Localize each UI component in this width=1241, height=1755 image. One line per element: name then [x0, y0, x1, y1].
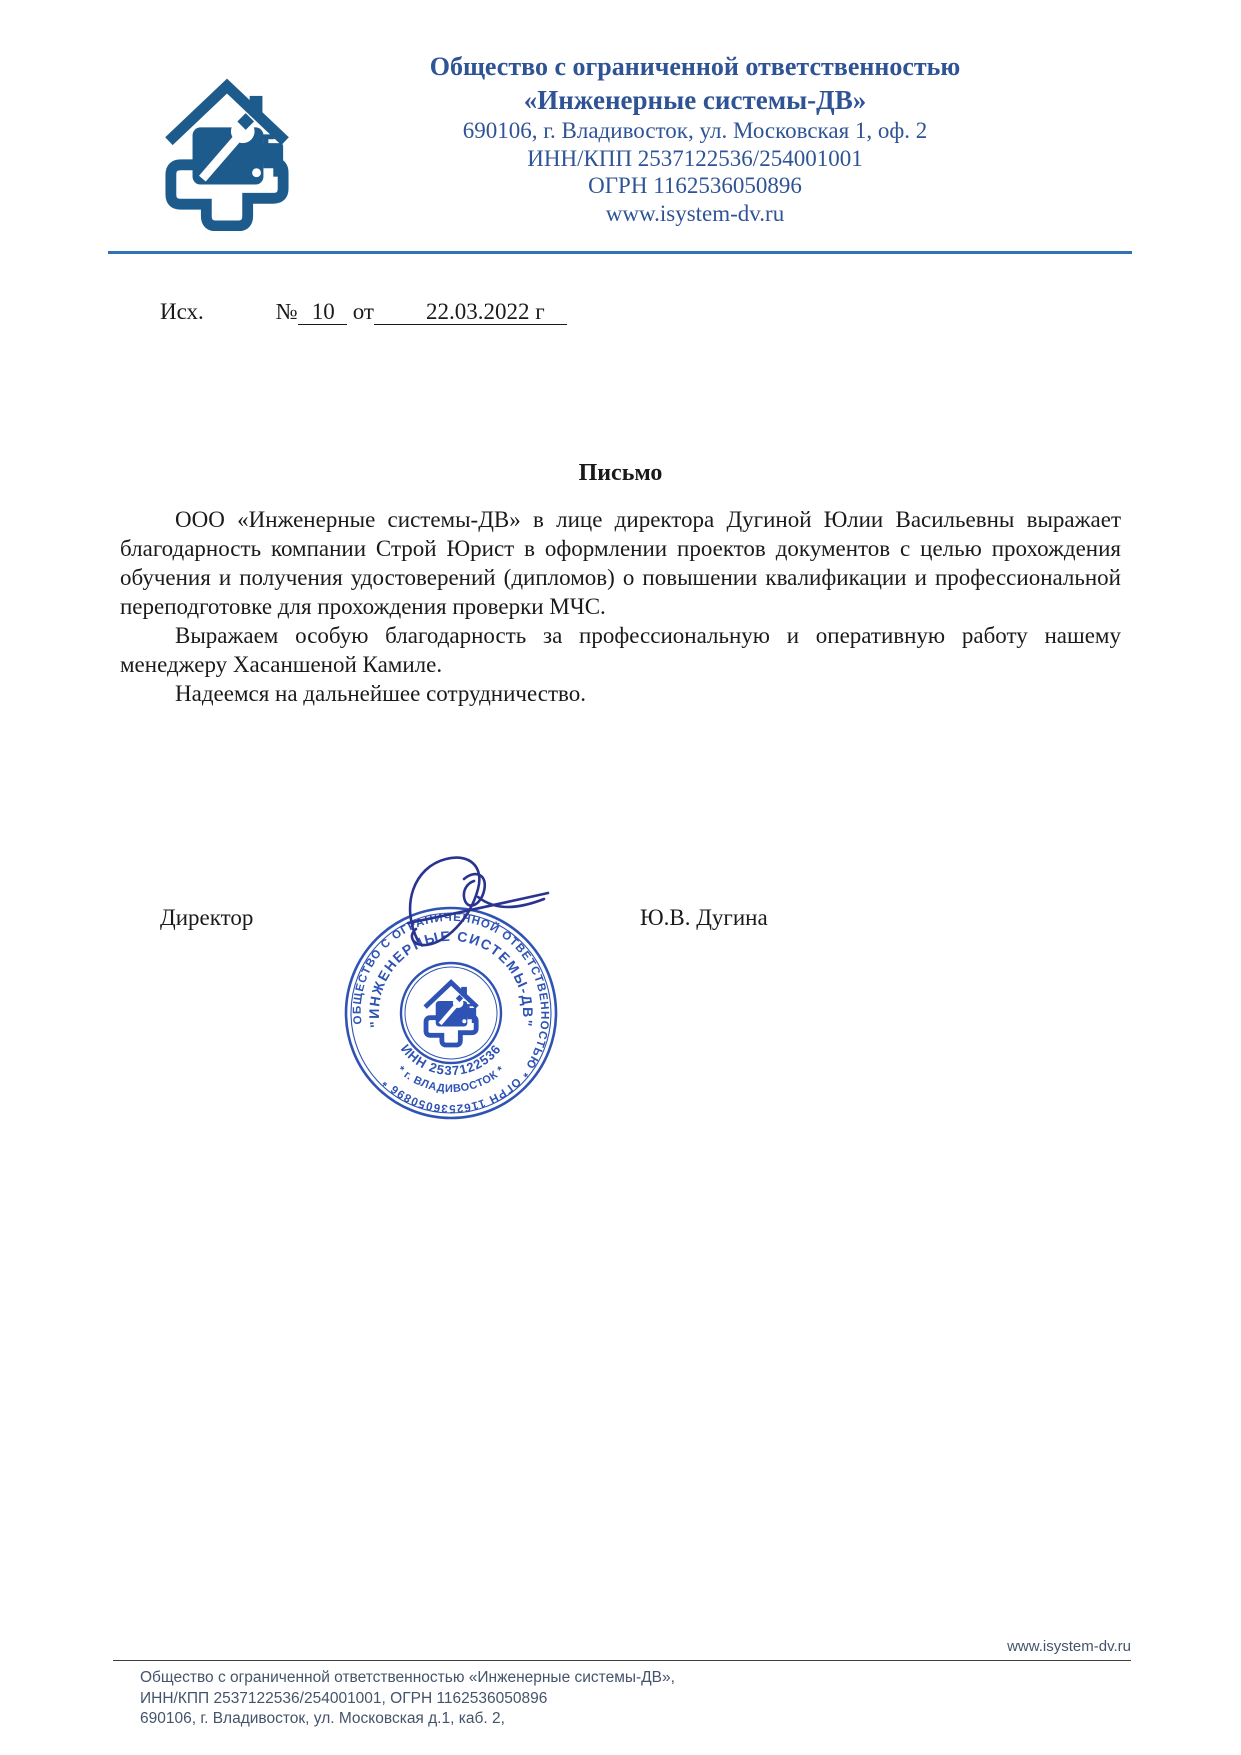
stamp-company-text: "ИНЖЕНЕРНЫЕ СИСТЕМЫ-ДВ": [365, 927, 537, 1029]
number-sign: №: [275, 299, 298, 324]
footer-inn-line: ИНН/КПП 2537122536/254001001, ОГРН 1162536050896: [140, 1689, 548, 1707]
company-stamp: [318, 845, 598, 1155]
footer-divider: [113, 1660, 1131, 1661]
stamp-outer-text: ОБЩЕСТВО С ОГРАНИЧЕННОЙ ОТВЕТСТВЕННОСТЬЮ * ОГРН 1162536050896 *: [351, 911, 551, 1115]
stamp-inn-text: ИНН 2537122536: [397, 1041, 505, 1079]
letter-title: Письмо: [578, 460, 663, 486]
outgoing-label: Исх.: [160, 299, 204, 324]
stamp-city-text: * г. ВЛАДИВОСТОК *: [395, 1063, 507, 1096]
org-website: www.isystem-dv.ru: [605, 200, 785, 226]
outgoing-date: 22.03.2022 г: [374, 299, 567, 325]
letter-body: [120, 505, 1121, 708]
paragraph-2: Выражаем особую благодарность за профессиональную и оперативную работу нашему менеджеру Хасаншеной Камиле.: [120, 623, 1121, 677]
from-label: от: [352, 299, 374, 324]
org-inn-kpp: ИНН/КПП 2537122536/254001001: [527, 145, 863, 171]
footer-address-line: 690106, г. Владивосток, ул. Московская д.1, каб. 2,: [140, 1710, 505, 1727]
org-ogrn: ОГРН 1162536050896: [588, 173, 802, 198]
org-name: «Инженерные системы-ДВ»: [523, 85, 867, 115]
org-type: Общество с ограниченной ответственностью: [429, 52, 961, 81]
paragraph-1: ООО «Инженерные системы-ДВ» в лице директора Дугиной Юлии Васильевны выражает благодарность компании Строй Юрист в оформлении проектов документов с целью прохождения обучения и получения удостоверений (дипломов) о повышении квалификации и профессиональной переподготовке для прохождения проверки МЧС.: [120, 507, 1121, 619]
paragraph-3: Надеемся на дальнейшее сотрудничество.: [175, 681, 586, 706]
house-wrench-pipes-icon: [163, 78, 291, 231]
company-logo: [163, 78, 291, 231]
org-address: 690106, г. Владивосток, ул. Московская 1, оф. 2: [462, 118, 928, 143]
outgoing-number: 10: [298, 299, 347, 325]
reference-line: [160, 299, 567, 325]
signer-name: Ю.В. Дугина: [640, 905, 768, 930]
footer-details: [140, 1668, 675, 1730]
signer-position: Директор: [160, 905, 254, 930]
round-seal-icon: [318, 845, 598, 1155]
stamp-center-logo-icon: [425, 983, 477, 1045]
footer-website: www.isystem-dv.ru: [1007, 1638, 1131, 1655]
footer-org-line: Общество с ограниченной ответственностью «Инженерные системы-ДВ»,: [140, 1669, 675, 1686]
header-divider: [108, 251, 1132, 254]
letterhead: [280, 50, 1110, 227]
